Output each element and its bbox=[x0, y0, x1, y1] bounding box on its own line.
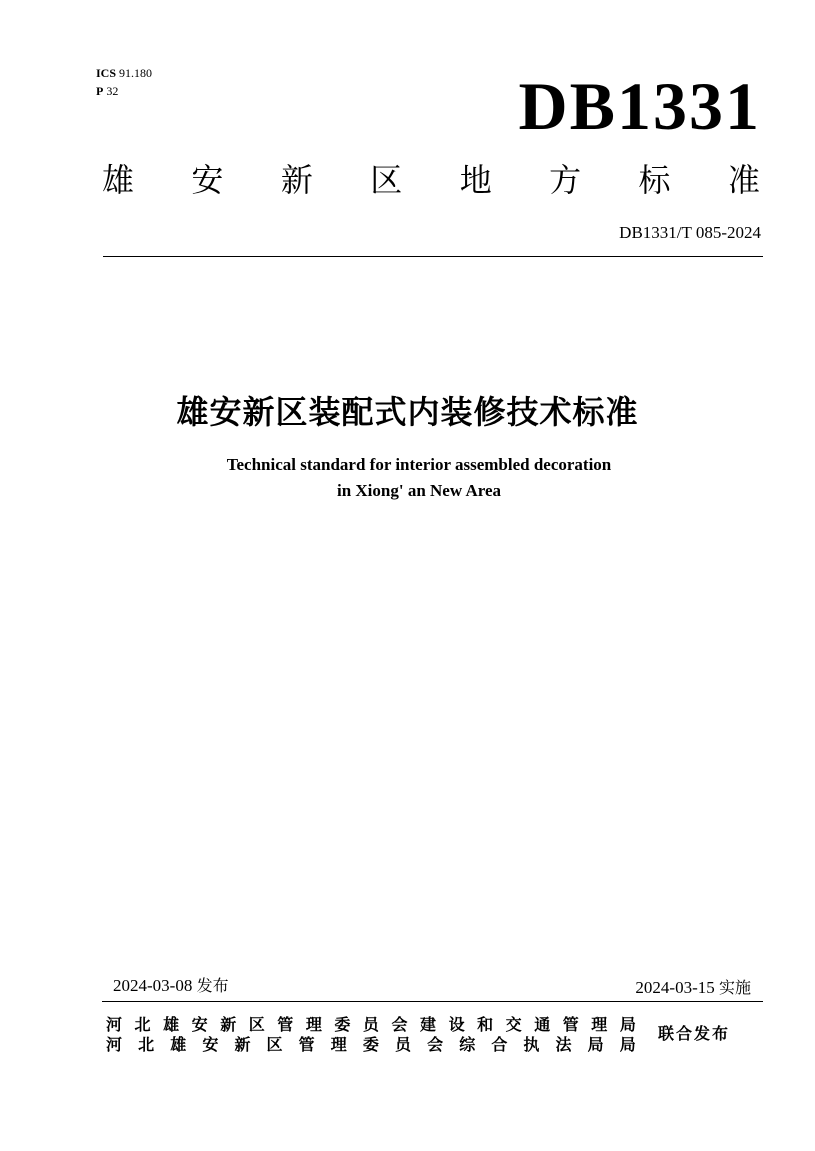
issuer-char: 雄 bbox=[170, 1035, 187, 1054]
standard-type-char: 准 bbox=[727, 161, 760, 199]
issuer-char: 综 bbox=[459, 1035, 476, 1054]
issuer-char: 安 bbox=[202, 1035, 219, 1054]
issuer-char: 北 bbox=[134, 1015, 151, 1034]
standard-code: DB1331 bbox=[518, 68, 761, 144]
issuer-char: 委 bbox=[362, 1035, 379, 1054]
issuer-char: 管 bbox=[562, 1015, 579, 1034]
issuer-char: 新 bbox=[234, 1035, 251, 1054]
issuer-char: 雄 bbox=[163, 1015, 180, 1034]
standard-type-char: 区 bbox=[370, 161, 403, 199]
issuer-char: 理 bbox=[591, 1015, 608, 1034]
issuer-char: 委 bbox=[334, 1015, 351, 1034]
standard-number: DB1331/T 085-2024 bbox=[619, 223, 761, 242]
issuer-char: 设 bbox=[448, 1015, 465, 1034]
issuer-char: 管 bbox=[277, 1015, 294, 1034]
issuer-char: 通 bbox=[534, 1015, 551, 1034]
issuer-char: 北 bbox=[138, 1035, 155, 1054]
ics-value: 91.180 bbox=[119, 66, 153, 80]
title-chinese: 雄安新区装配式内装修技术标准 bbox=[176, 393, 639, 431]
implement-label: 实施 bbox=[718, 978, 751, 997]
header-divider bbox=[103, 256, 763, 257]
issuer-line-1 bbox=[106, 1015, 636, 1035]
issue-date: 2024-03-08 bbox=[113, 976, 193, 995]
issuer-char: 河 bbox=[106, 1015, 123, 1034]
issuer-char: 管 bbox=[298, 1035, 315, 1054]
issuer-char: 局 bbox=[619, 1035, 636, 1054]
issuer-char: 执 bbox=[523, 1035, 540, 1054]
ics-label: ICS bbox=[96, 66, 117, 80]
standard-type-char: 新 bbox=[280, 161, 313, 199]
issuer-char: 建 bbox=[420, 1015, 437, 1034]
standard-type-char: 雄 bbox=[102, 161, 135, 199]
standard-type-char: 地 bbox=[459, 161, 492, 199]
standard-type-char: 标 bbox=[638, 161, 671, 199]
issuer-char: 河 bbox=[106, 1035, 123, 1054]
issuer-char: 员 bbox=[394, 1035, 411, 1054]
issuer-char: 区 bbox=[248, 1015, 265, 1034]
issuer-char: 和 bbox=[477, 1015, 494, 1034]
footer-divider bbox=[102, 1001, 763, 1002]
ics-code bbox=[96, 64, 152, 82]
issuer-char: 理 bbox=[305, 1015, 322, 1034]
issuer-char: 交 bbox=[505, 1015, 522, 1034]
issuer-char: 会 bbox=[391, 1015, 408, 1034]
issue-label: 发布 bbox=[196, 976, 229, 995]
issuing-authorities bbox=[106, 1015, 636, 1055]
p-label: P bbox=[96, 84, 104, 98]
issuer-line-2 bbox=[106, 1035, 636, 1055]
standard-type bbox=[102, 158, 760, 202]
implement-date: 2024-03-15 bbox=[635, 978, 715, 997]
issuer-char: 区 bbox=[266, 1035, 283, 1054]
issuer-char: 合 bbox=[491, 1035, 508, 1054]
joint-issue-label: 联合发布 bbox=[658, 1024, 731, 1043]
issuer-char: 会 bbox=[427, 1035, 444, 1054]
issuer-char: 法 bbox=[555, 1035, 572, 1054]
issue-date-block bbox=[113, 974, 229, 998]
standard-type-char: 安 bbox=[191, 161, 224, 199]
issuer-char: 安 bbox=[191, 1015, 208, 1034]
issuer-char: 局 bbox=[587, 1035, 604, 1054]
standard-type-char: 方 bbox=[549, 161, 582, 199]
issuer-char: 新 bbox=[220, 1015, 237, 1034]
title-english-line1: Technical standard for interior assembled decoration bbox=[226, 455, 612, 474]
issuer-char: 局 bbox=[619, 1015, 636, 1034]
p-value: 32 bbox=[106, 84, 119, 98]
implement-date-block bbox=[635, 976, 751, 1000]
title-english-line2: in Xiong' an New Area bbox=[336, 481, 502, 500]
issuer-char: 理 bbox=[330, 1035, 347, 1054]
classification-codes bbox=[96, 64, 152, 100]
issuer-char: 员 bbox=[362, 1015, 379, 1034]
p-code bbox=[96, 82, 152, 100]
